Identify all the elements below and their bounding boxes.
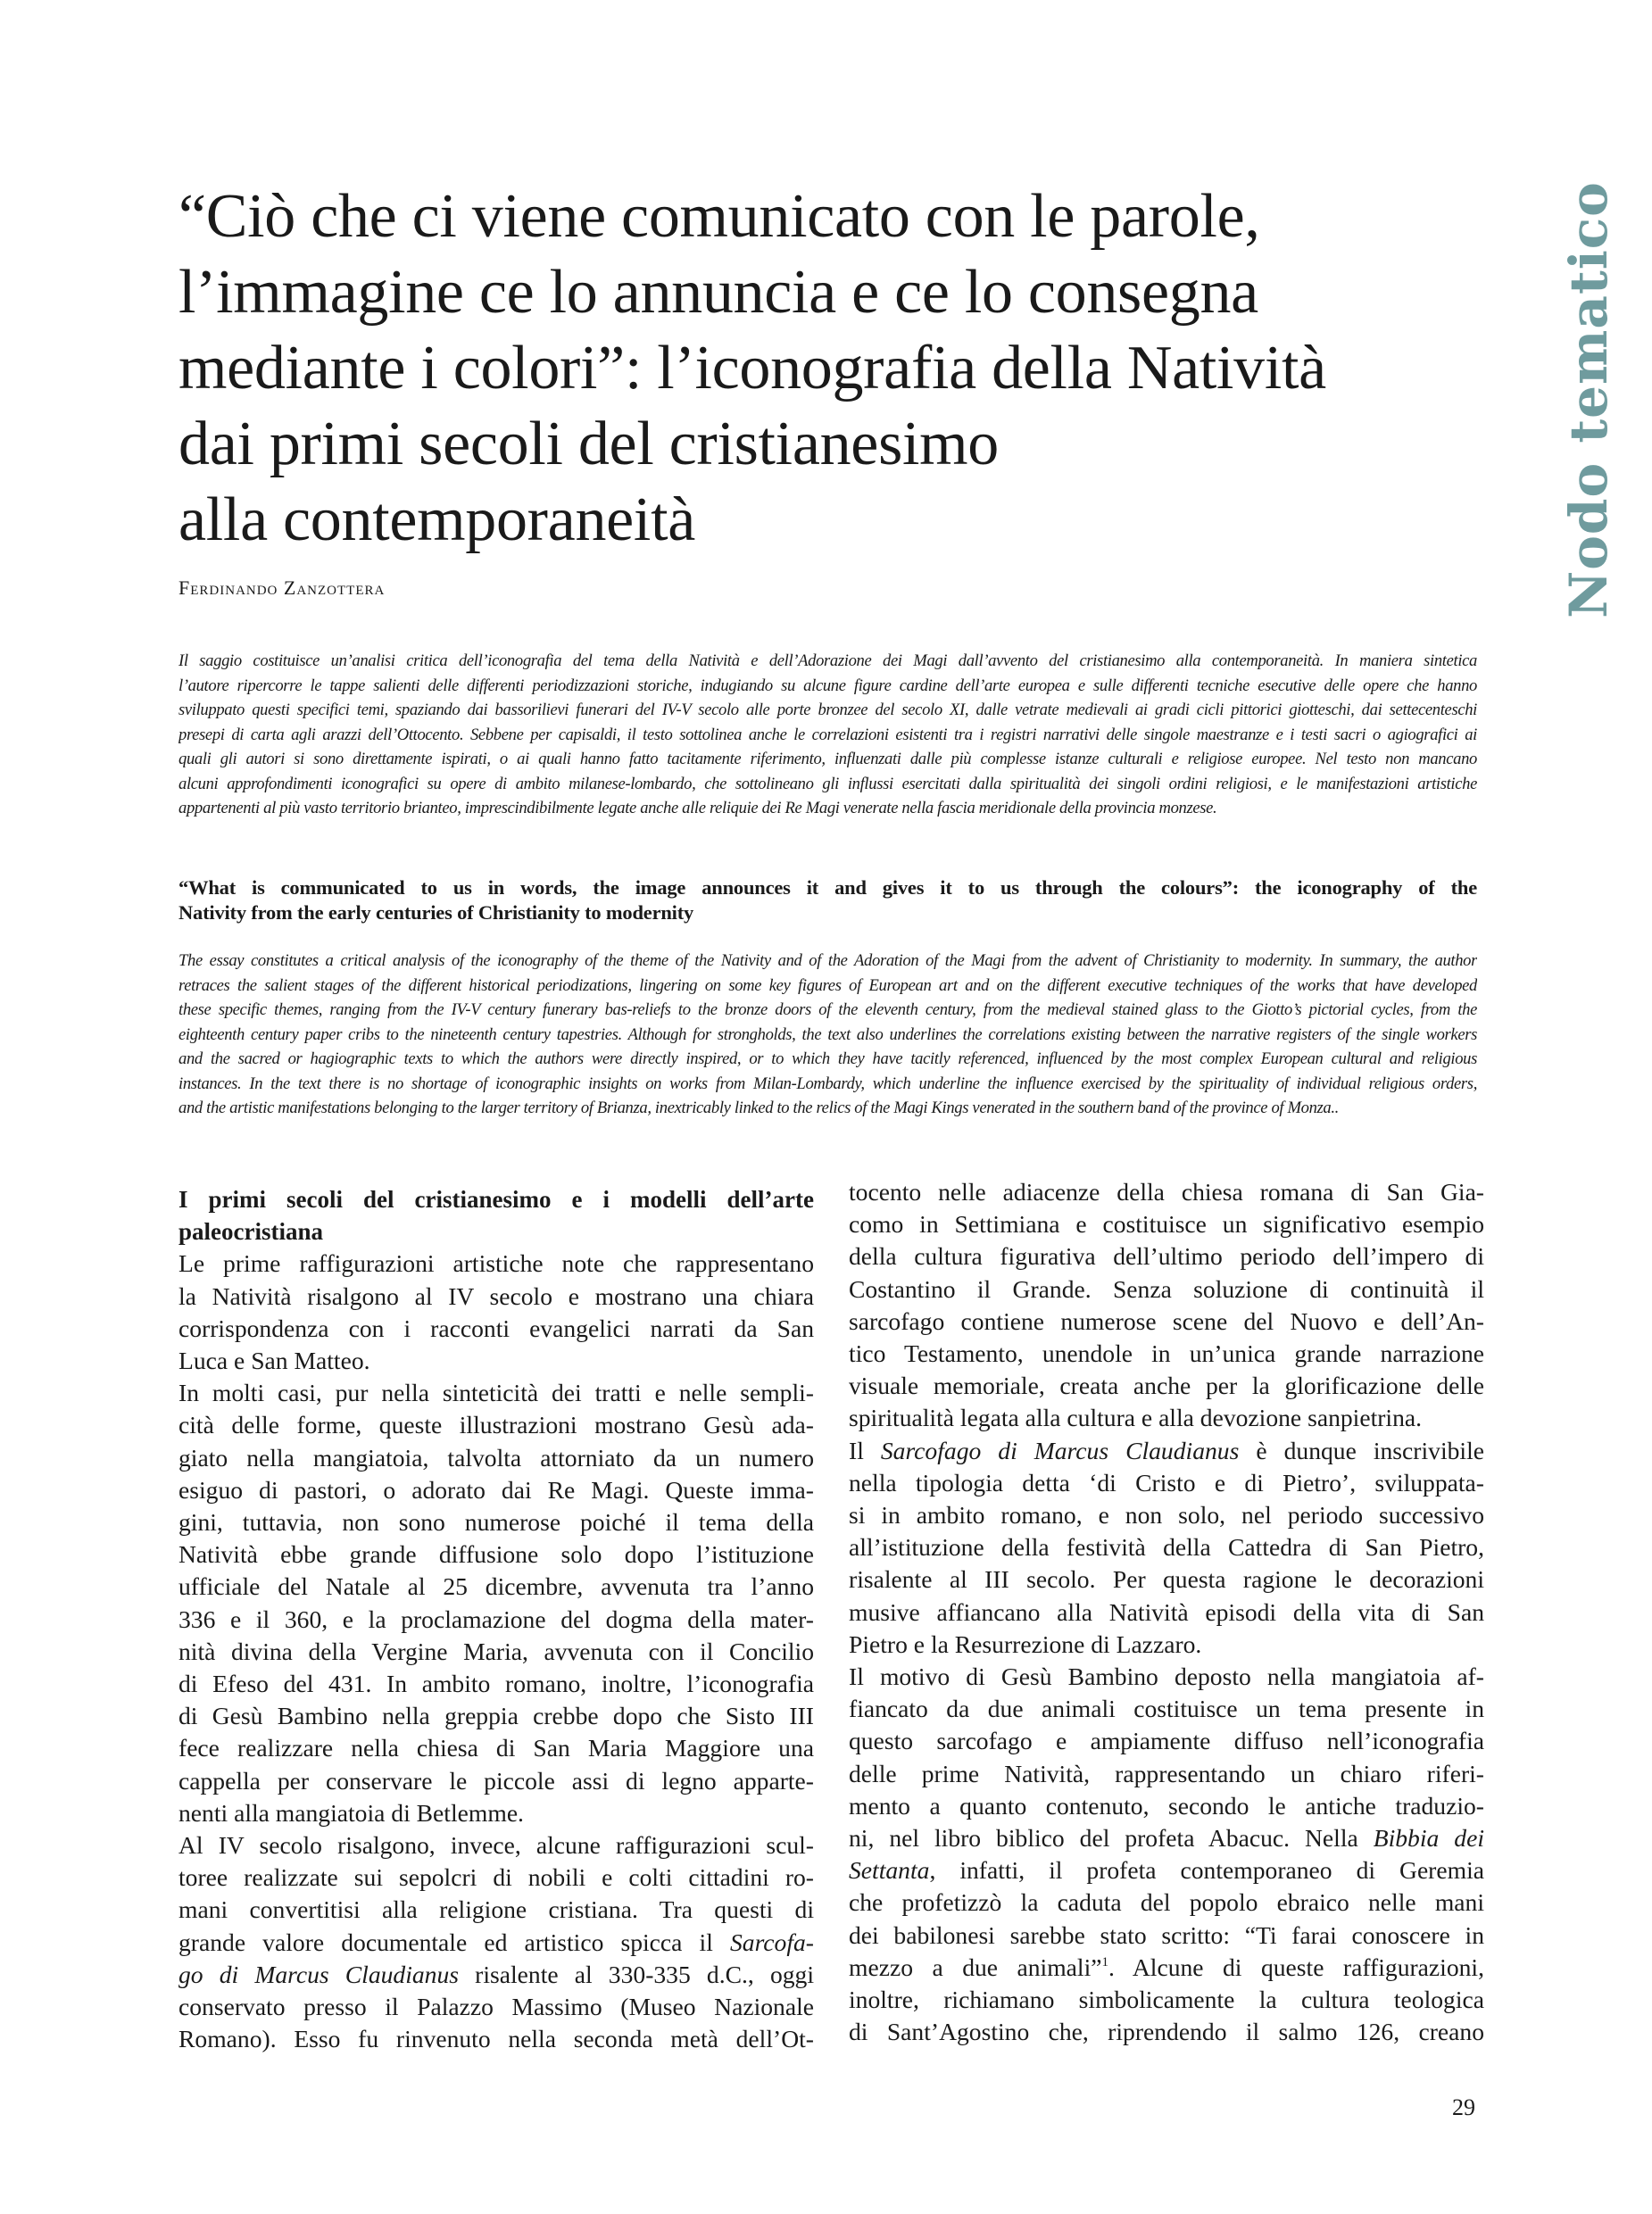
text-line <box>849 1854 1484 1886</box>
text-line: In molti casi, pur nella sinteticità dei tratti e nelle sempli- <box>178 1379 814 1407</box>
text-line: como in Settimiana e costituisce un significativo esempio <box>849 1210 1484 1239</box>
body-column-left <box>178 1183 814 2055</box>
footnote-reference[interactable]: 1 <box>1101 1954 1109 1969</box>
text-line: di Efeso del 431. In ambito romano, inoltre, l’iconografia <box>178 1670 814 1698</box>
text-line: Luca e San Matteo. <box>178 1347 370 1375</box>
text-line: fiancato da due animali costituisce un tema presente in <box>849 1695 1484 1723</box>
abstract-line: The essay constitutes a critical analysis of the iconography of the theme of the Nativity and of the Adoration of the Magi from the advent of Christianity to modernity. In summary, the author <box>178 951 1477 970</box>
text-line: Pietro e la Resurrezione di Lazzaro. <box>849 1629 1202 1658</box>
text-line: delle prime Natività, rappresentando un chiaro riferi- <box>849 1759 1484 1787</box>
paragraph <box>849 1435 1484 1661</box>
abstract-english <box>178 949 1477 1121</box>
abstract-line: retraces the salient stages of the different historical periodizations, lingering on some key figures of European art and on the different executive techniques of the works that have developed <box>178 975 1477 995</box>
text-run: risalente al 330-335 d.C., oggi <box>459 1960 815 1988</box>
abstract-line: instances. In the text there is no shortage of iconographic insights on works from Milan-Lombardy, which underline the influence exercised by the spirituality of individual religious orders, <box>178 1074 1477 1093</box>
text-line: nella tipologia detta ‘di Cristo e di Pietro’, sviluppata- <box>849 1468 1484 1497</box>
title-line: mediante i colori”: l’iconografia della Natività <box>178 334 1326 402</box>
text-line: nità divina della Vergine Maria, avvenuta con il Concilio <box>178 1637 814 1665</box>
text-run: , infatti, il profeta contemporaneo di Geremia <box>929 1856 1484 1885</box>
text-run: grande valore documentale ed artistico spicca il <box>178 1928 730 1956</box>
title-line: “Ciò che ci viene comunicato con le parole, <box>178 182 1260 251</box>
text-line <box>849 1435 1484 1467</box>
abstract-line: and the artistic manifestations belonging to the larger territory of Brianza, inextricably linked to the relics of the Magi Kings venerated in the southern band of the province of Monza.. <box>178 1099 1339 1117</box>
text-line: conservato presso il Palazzo Massimo (Museo Nazionale <box>178 1993 814 2021</box>
abstract-line: quali gli autori si sono direttamente ispirati, o ai quali hanno fatto tacitamente riferimento, influenzati dalle più complesse istanze culturali e religiose europee. Nel testo non mancano <box>178 750 1477 768</box>
text-line <box>178 1959 814 1991</box>
abstract-line: presepi di carta agli arazzi dell’Ottocento. Sebbene per capisaldi, il testo sottolinea anche le correlazioni esistenti tra i registri narrativi delle singole maestranze e i testi sacri o agiografici ai <box>178 725 1477 744</box>
text-line: di Sant’Agostino che, riprendendo il salmo 126, creano <box>849 2018 1484 2046</box>
abstract-italian <box>178 649 1477 821</box>
work-title-italic: Sarcofago di Marcus Claudianus <box>880 1436 1240 1464</box>
text-line: ufficiale del Natale al 25 dicembre, avvenuta tra l’anno <box>178 1572 814 1601</box>
abstract-line: Il saggio costituisce un’analisi critica dell’iconografia del tema della Natività e dell’Adorazione dei Magi dall’avvento del cristianesimo alla contemporaneità. In maniera sintetica <box>178 651 1477 670</box>
text-line: nenti alla mangiatoia di Betlemme. <box>178 1798 524 1827</box>
text-line: visuale memoriale, creata anche per la glorificazione delle <box>849 1372 1484 1400</box>
article-title <box>178 178 1499 558</box>
heading-line: I primi secoli del cristianesimo e i modelli dell’arte <box>178 1186 814 1213</box>
paragraph <box>178 1377 814 1829</box>
text-line: Il motivo di Gesù Bambino deposto nella mangiatoia af- <box>849 1663 1484 1691</box>
english-title <box>178 875 1477 925</box>
text-line: mani convertitisi alla religione cristiana. Tra questi di <box>178 1895 814 1924</box>
text-run: Il <box>849 1436 881 1464</box>
text-line: si in ambito romano, e non solo, nel periodo successivo <box>849 1501 1484 1530</box>
paragraph <box>849 1176 1484 1435</box>
text-line: tocento nelle adiacenze della chiesa romana di San Gia- <box>849 1178 1484 1206</box>
text-line: Romano). Esso fu rinvenuto nella seconda metà dell’Ot- <box>178 2025 814 2053</box>
abstract-line: eighteenth century paper cribs to the nineteenth century tapestries. Although for strongholds, the text also underlines the correlations existing between the narrative registers of the single workers <box>178 1024 1477 1044</box>
text-line: cappella per conservare le piccole assi di legno apparte- <box>178 1766 814 1795</box>
title-line: l’immagine ce lo annuncia e ce lo consegna <box>178 258 1258 327</box>
text-run: ni, nel libro biblico del profeta Abacuc. Nella <box>849 1824 1374 1853</box>
paragraph <box>178 1829 814 2055</box>
section-heading <box>178 1183 814 1248</box>
work-title-italic: Bibbia dei <box>1373 1824 1484 1853</box>
title-line: dai primi secoli del cristianesimo <box>178 410 1000 478</box>
abstract-line: l’autore ripercorre le tappe salienti delle differenti periodizzazioni storiche, indugiando su alcune figure cardine dell’arte europea e sulle differenti tecniche esecutive delle opere che hanno <box>178 676 1477 695</box>
text-line: all’istituzione della festività della Cattedra di San Pietro, <box>849 1533 1484 1562</box>
paragraph <box>178 1248 814 1377</box>
text-line: gini, tuttavia, non sono numerose poiché il tema della <box>178 1508 814 1537</box>
text-line: la Natività risalgono al IV secolo e mostrano una chiara <box>178 1281 814 1310</box>
section-side-label <box>1517 181 1652 618</box>
author-name: Ferdinando Zanzottera <box>178 576 386 599</box>
text-line: sarcofago contiene numerose scene del Nuovo e dell’An- <box>849 1306 1484 1335</box>
text-line: della cultura figurativa dell’ultimo periodo dell’impero di <box>849 1242 1484 1271</box>
body-column-right <box>849 1176 1484 2048</box>
text-run: . Alcune di queste raffigurazioni, <box>1108 1953 1484 1981</box>
abstract-line: and the sacred or hagiographic texts to which the authors were directly inspired, or to which they have tacitly referenced, influenced by the most complex European cultural and religious <box>178 1049 1477 1068</box>
paragraph <box>849 1661 1484 2048</box>
text-line: toree realizzate sui sepolcri di nobili e colti cittadini ro- <box>178 1863 814 1892</box>
page-number: 29 <box>1452 2094 1475 2120</box>
text-line: risalente al III secolo. Per questa ragione le decorazioni <box>849 1565 1484 1594</box>
text-line: mento a quanto contenuto, secondo le antiche traduzio- <box>849 1791 1484 1820</box>
english-title-line: “What is communicated to us in words, the image announces it and gives it to us through the colours”: the iconography of the <box>178 876 1477 899</box>
text-line: 336 e il 360, e la proclamazione del dogma della mater- <box>178 1605 814 1633</box>
text-line: esiguo di pastori, o adorato dai Re Magi. Queste imma- <box>178 1475 814 1504</box>
english-title-line: Nativity from the early centuries of Christianity to modernity <box>178 901 694 924</box>
text-run: mezzo a due animali” <box>849 1953 1102 1981</box>
text-line: cità delle forme, queste illustrazioni mostrano Gesù ada- <box>178 1411 814 1439</box>
heading-line: paleocristiana <box>178 1218 323 1246</box>
text-line: fece realizzare nella chiesa di San Maria Maggiore una <box>178 1734 814 1762</box>
text-line: Al IV secolo risalgono, invece, alcune raffigurazioni scul- <box>178 1831 814 1860</box>
text-line: di Gesù Bambino nella greppia crebbe dopo che Sisto III <box>178 1702 814 1730</box>
text-line: corrispondenza con i racconti evangelici narrati da San <box>178 1314 814 1342</box>
title-line: alla contemporaneità <box>178 485 695 554</box>
text-line: Le prime raffigurazioni artistiche note che rappresentano <box>178 1249 814 1278</box>
abstract-line: alcuni approfondimenti iconografici su opere di ambito milanese-lombardo, che sottolineano gli influssi esercitati dalla spiritualità dei singoli ordini religiosi, e le manifestazioni artistiche <box>178 774 1477 793</box>
text-line: che profetizzò la caduta del popolo ebraico nelle mani <box>849 1888 1484 1917</box>
text-line <box>849 1952 1484 1984</box>
abstract-line: appartenenti al più vasto territorio brianteo, imprescindibilmente legate anche alle reliquie dei Re Magi venerate nella fascia meridionale della provincia monzese. <box>178 799 1217 817</box>
text-line: Costantino il Grande. Senza soluzione di continuità il <box>849 1274 1484 1303</box>
work-title-italic: Sarcofa- <box>729 1928 814 1956</box>
text-line: musive affiancano alla Natività episodi della vita di San <box>849 1597 1484 1626</box>
text-line: Natività ebbe grande diffusione solo dopo l’istituzione <box>178 1540 814 1569</box>
text-line: questo sarcofago e ampiamente diffuso nell’iconografia <box>849 1727 1484 1755</box>
text-run: è dunque inscrivibile <box>1239 1436 1484 1464</box>
text-line: dei babilonesi sarebbe stato scritto: “Ti farai conoscere in <box>849 1920 1484 1949</box>
text-line <box>178 1927 814 1959</box>
text-line: spiritualità legata alla cultura e alla devozione sanpietrina. <box>849 1404 1423 1432</box>
text-line <box>849 1822 1484 1854</box>
abstract-line: sviluppato questi specifici temi, spaziando dai bassorilievi funerari del IV-V secolo alle porte bronzee del secolo XI, dalle vetrate medievali ai gradi cicli pittorici giotteschi, dai settecenteschi <box>178 701 1477 719</box>
abstract-line: these specific themes, ranging from the IV-V century funerary bas-reliefs to the bronze doors of the eleventh century, from the medieval stained glass to the Giotto’s pictorial cycles, from the <box>178 1000 1477 1019</box>
text-line: giato nella mangiatoia, talvolta attorniato da un numero <box>178 1443 814 1472</box>
work-title-italic: go di Marcus Claudianus <box>178 1960 460 1988</box>
text-line: inoltre, richiamano simbolicamente la cultura teologica <box>849 1986 1484 2014</box>
work-title-italic: Settanta <box>849 1856 930 1885</box>
text-line: tico Testamento, unendole in un’unica grande narrazione <box>849 1339 1484 1368</box>
side-label-text: Nodo tematico <box>1558 181 1619 618</box>
